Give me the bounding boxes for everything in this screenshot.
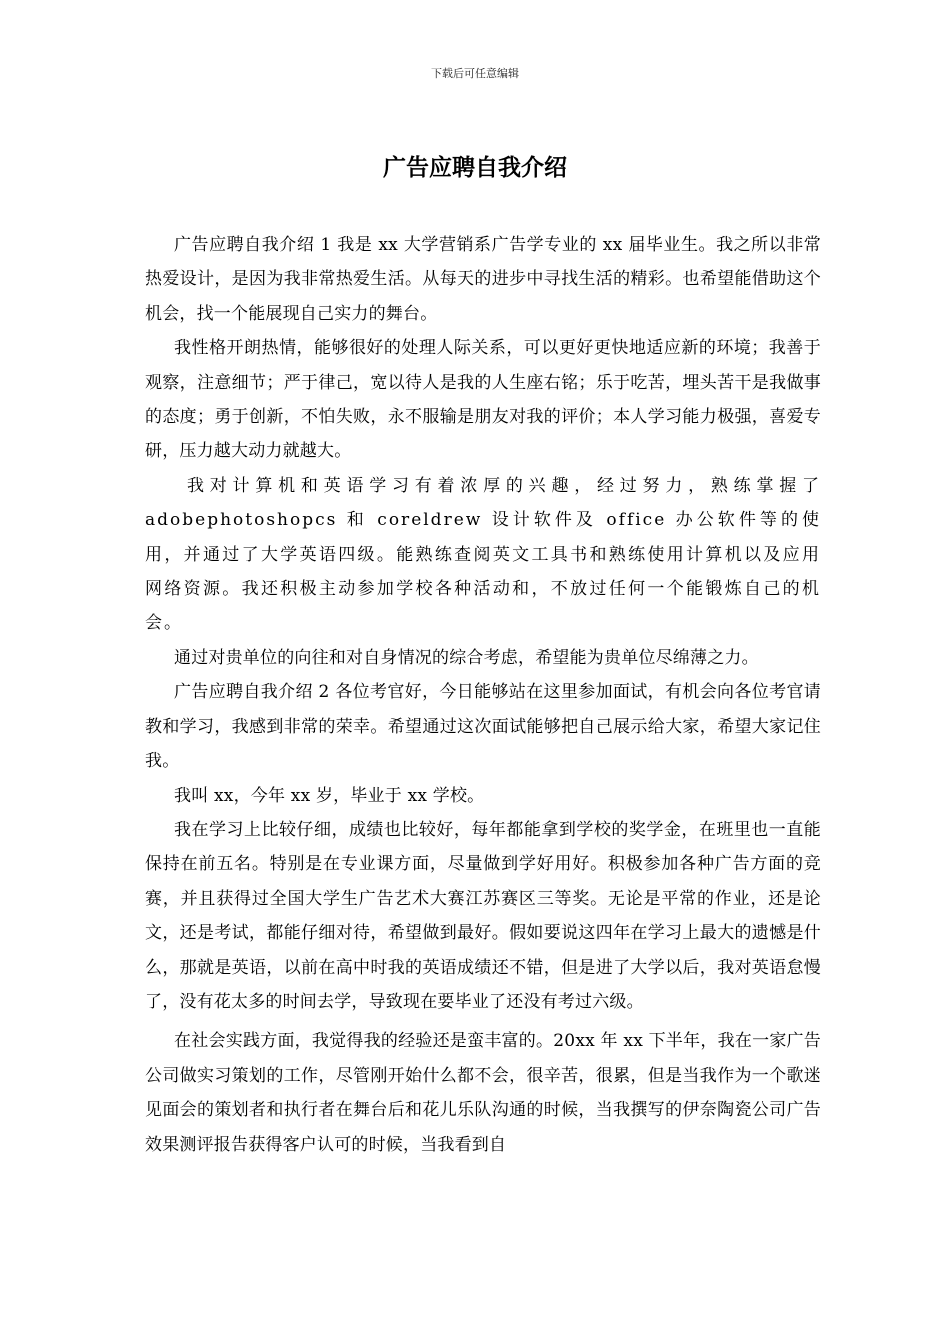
- document-title: 广告应聘自我介绍: [383, 154, 567, 181]
- paragraph-intro-2: 广告应聘自我介绍 2 各位考官好，今日能够站在这里参加面试，有机会向各位考官请教和学习，我感到非常的荣幸。希望通过这次面试能够把自己展示给大家，希望大家记住我。: [145, 682, 821, 772]
- paragraph-personality: 我性格开朗热情，能够很好的处理人际关系，可以更好更快地适应新的环境；我善于观察，注意细节；严于律己，宽以待人是我的人生座右铭；乐于吃苦，埋头苦干是我做事的态度；勇于创新，不怕失败，永不服输是朋友对我的评价；本人学习能力极强，喜爱专研，压力越大动力就越大。: [145, 338, 821, 462]
- document-body: [145, 228, 821, 1162]
- paragraph-practice: 在社会实践方面，我觉得我的经验还是蛮丰富的。20xx 年 xx 下半年，我在一家广告公司做实习策划的工作，尽管刚开始什么都不会，很辛苦，很累，但是当我作为一个歌迷见面会的策划者和执行者在舞台后和花儿乐队沟通的时候，当我撰写的伊奈陶瓷公司广告效果测评报告获得客户认可的时候，当我看到自: [145, 1031, 821, 1155]
- paragraph-aspiration: 通过对贵单位的向往和对自身情况的综合考虑，希望能为贵单位尽绵薄之力。: [174, 647, 759, 668]
- paragraph-name-age: 我叫 xx，今年 xx 岁，毕业于 xx 学校。: [174, 785, 485, 806]
- paragraph-study: 我在学习上比较仔细，成绩也比较好，每年都能拿到学校的奖学金，在班里也一直能保持在前五名。特别是在专业课方面，尽量做到学好用好。积极参加各种广告方面的竞赛，并且获得过全国大学生广告艺术大赛江苏赛区三等奖。无论是平常的作业，还是论文，还是考试，都能仔细对待，希望做到最好。假如要说这四年在学习上最大的遗憾是什么，那就是英语，以前在高中时我的英语成绩还不错，但是进了大学以后，我对英语怠慢了，没有花太多的时间去学，导致现在要毕业了还没有考过六级。: [145, 819, 821, 1012]
- paragraph-skills: 我对计算机和英语学习有着浓厚的兴趣，经过努力，熟练掌握了 adobephotoshopcs 和 coreldrew 设计软件及 office 办公软件等的使用，并通过了大学英语四级。能熟练查阅英文工具书和熟练使用计算机以及应用网络资源。我还积极主动参加学校各种活动和，不放过任何一个能锻炼自己的机会。: [145, 475, 821, 634]
- paragraph-intro-1: 广告应聘自我介绍 1 我是 xx 大学营销系广告学专业的 xx 届毕业生。我之所以非常热爱设计，是因为我非常热爱生活。从每天的进步中寻找生活的精彩。也希望能借助这个机会，找一个能展现自己实力的舞台。: [145, 235, 821, 324]
- header-note: 下载后可任意编辑: [431, 67, 519, 80]
